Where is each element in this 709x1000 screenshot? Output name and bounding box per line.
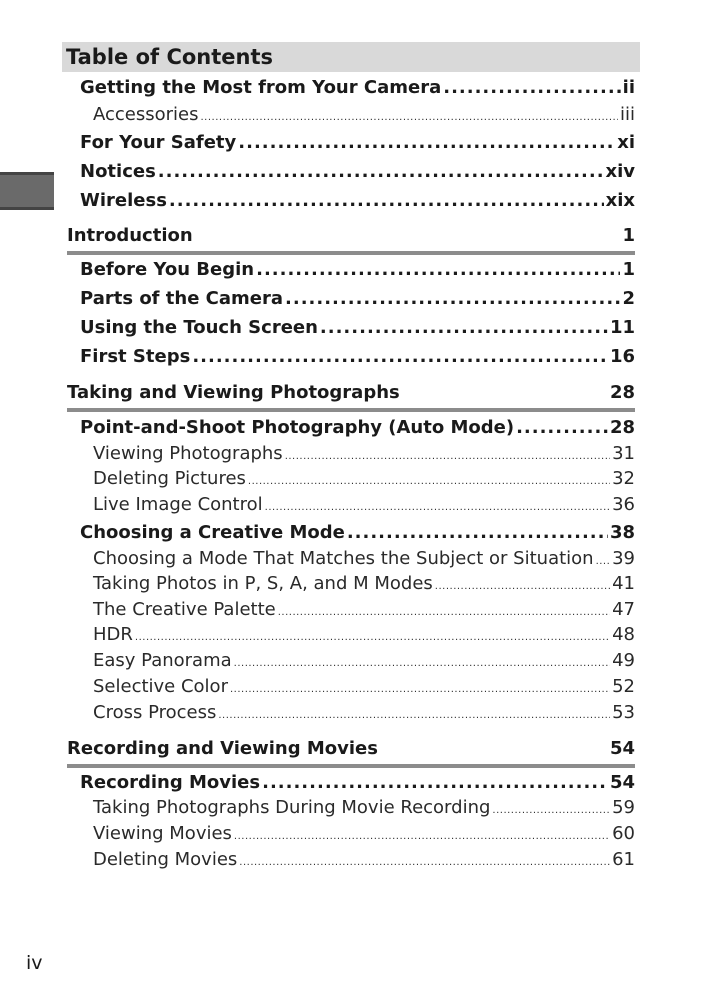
- toc-entry-label: Recording Movies: [80, 772, 261, 793]
- toc-entry-page: 11: [609, 317, 635, 338]
- toc-entry-page: 2: [622, 288, 635, 309]
- dot-leader: [234, 658, 610, 669]
- dot-leader: [158, 161, 604, 182]
- toc-entry-page: xiv: [605, 161, 635, 182]
- toc-entry[interactable]: [80, 417, 635, 438]
- toc-entry-page: 28: [609, 417, 635, 438]
- toc-entry-label: HDR: [93, 624, 133, 645]
- toc-entry[interactable]: [93, 676, 635, 697]
- dot-leader: [238, 132, 615, 153]
- chapter-title: Taking and Viewing Photographs: [67, 382, 400, 403]
- toc-entry-page: ii: [622, 77, 635, 98]
- toc-entry-page: 38: [609, 522, 635, 543]
- toc-entry-label: Accessories: [93, 104, 199, 125]
- toc-entry[interactable]: [93, 443, 635, 464]
- toc-entry-label: Deleting Pictures: [93, 468, 246, 489]
- toc-entry[interactable]: [80, 161, 635, 182]
- toc-entry-label: Deleting Movies: [93, 849, 238, 870]
- chapter-heading[interactable]: [67, 738, 635, 768]
- dot-leader: [265, 502, 610, 513]
- toc-entry-label: Cross Process: [93, 702, 217, 723]
- toc-entry-label: Choosing a Creative Mode: [80, 522, 345, 543]
- toc-entry-label: Notices: [80, 161, 156, 182]
- toc-entry-label: Getting the Most from Your Camera: [80, 77, 442, 98]
- toc-entry-label: Choosing a Mode That Matches the Subject or Situation: [93, 548, 594, 569]
- dot-leader: [201, 112, 618, 123]
- dot-leader: [596, 556, 611, 567]
- chapter-page: 1: [622, 225, 635, 246]
- toc-entry[interactable]: [80, 190, 635, 211]
- toc-entry[interactable]: [80, 772, 635, 793]
- toc-entry-page: 60: [612, 823, 635, 844]
- toc-entry[interactable]: [93, 548, 635, 569]
- dot-leader: [435, 581, 610, 592]
- dot-leader: [278, 607, 610, 618]
- toc-entry-page: 31: [612, 443, 635, 464]
- toc-entry[interactable]: [93, 104, 635, 125]
- toc-entry-label: Taking Photographs During Movie Recording: [93, 797, 491, 818]
- toc-entry[interactable]: [93, 702, 635, 723]
- toc-entry-label: Easy Panorama: [93, 650, 232, 671]
- toc-entry[interactable]: [93, 650, 635, 671]
- dot-leader: [347, 522, 608, 543]
- toc-entry-page: iii: [619, 104, 635, 125]
- dot-leader: [192, 346, 608, 367]
- toc-entry[interactable]: [80, 317, 635, 338]
- toc-entry-label: First Steps: [80, 346, 191, 367]
- toc-entry-page: 54: [609, 772, 635, 793]
- chapter-title: Introduction: [67, 225, 193, 246]
- toc-entry[interactable]: [93, 468, 635, 489]
- toc-title: Table of Contents: [62, 42, 640, 72]
- dot-leader: [320, 317, 608, 338]
- toc-entry-page: 1: [622, 259, 635, 280]
- toc-entry[interactable]: [93, 823, 635, 844]
- toc-entry-page: 52: [612, 676, 635, 697]
- toc-entry[interactable]: [80, 522, 635, 543]
- toc-entry[interactable]: [80, 346, 635, 367]
- toc-entry[interactable]: [80, 288, 635, 309]
- dot-leader: [443, 77, 620, 98]
- toc-entry[interactable]: [93, 849, 635, 870]
- toc-entry-page: 53: [612, 702, 635, 723]
- toc-entry-page: 59: [612, 797, 635, 818]
- toc-entry-label: Parts of the Camera: [80, 288, 284, 309]
- toc-entry-label: Point-and-Shoot Photography (Auto Mode): [80, 417, 515, 438]
- toc-entry-page: 36: [612, 494, 635, 515]
- dot-leader: [234, 831, 610, 842]
- toc-entry-page: 49: [612, 650, 635, 671]
- dot-leader: [169, 190, 604, 211]
- chapter-title: Recording and Viewing Movies: [67, 738, 378, 759]
- toc-entry-page: 32: [612, 468, 635, 489]
- toc-entry-page: 39: [612, 548, 635, 569]
- dot-leader: [230, 684, 610, 695]
- dot-leader: [492, 805, 610, 816]
- chapter-page: 28: [609, 382, 635, 403]
- toc-entry-label: Viewing Photographs: [93, 443, 283, 464]
- section-tab-marker: [0, 172, 54, 210]
- toc-entry[interactable]: [93, 797, 635, 818]
- toc-entry-label: Viewing Movies: [93, 823, 232, 844]
- chapter-heading[interactable]: [67, 225, 635, 255]
- toc-entry-page: 41: [612, 573, 635, 594]
- toc-entry-page: xi: [617, 132, 635, 153]
- toc-entry-label: Taking Photos in P, S, A, and M Modes: [93, 573, 433, 594]
- dot-leader: [135, 632, 610, 643]
- toc-entry-label: Live Image Control: [93, 494, 263, 515]
- dot-leader: [239, 857, 610, 868]
- toc-entry-page: 47: [612, 599, 635, 620]
- dot-leader: [285, 288, 620, 309]
- dot-leader: [516, 417, 608, 438]
- toc-entry-label: Wireless: [80, 190, 167, 211]
- toc-entry-label: Selective Color: [93, 676, 228, 697]
- dot-leader: [218, 710, 610, 721]
- toc-entry-page: xix: [605, 190, 635, 211]
- dot-leader: [285, 451, 610, 462]
- toc-entry-page: 61: [612, 849, 635, 870]
- toc-entry[interactable]: [93, 494, 635, 515]
- toc-entry[interactable]: [93, 573, 635, 594]
- toc-entry-page: 16: [609, 346, 635, 367]
- toc-entry[interactable]: [80, 77, 635, 98]
- toc-entry[interactable]: [80, 132, 635, 153]
- toc-entry-label: Before You Begin: [80, 259, 255, 280]
- toc-entry-page: 48: [612, 624, 635, 645]
- toc-entry[interactable]: [93, 599, 635, 620]
- toc-entry-label: Using the Touch Screen: [80, 317, 318, 338]
- dot-leader: [248, 476, 610, 487]
- page-number: iv: [26, 952, 43, 974]
- chapter-page: 54: [609, 738, 635, 759]
- toc-entry-label: The Creative Palette: [93, 599, 276, 620]
- dot-leader: [256, 259, 620, 280]
- dot-leader: [262, 772, 608, 793]
- toc-entry-label: For Your Safety: [80, 132, 237, 153]
- toc-entry[interactable]: [93, 624, 635, 645]
- toc-entry[interactable]: [80, 259, 635, 280]
- chapter-heading[interactable]: [67, 382, 635, 412]
